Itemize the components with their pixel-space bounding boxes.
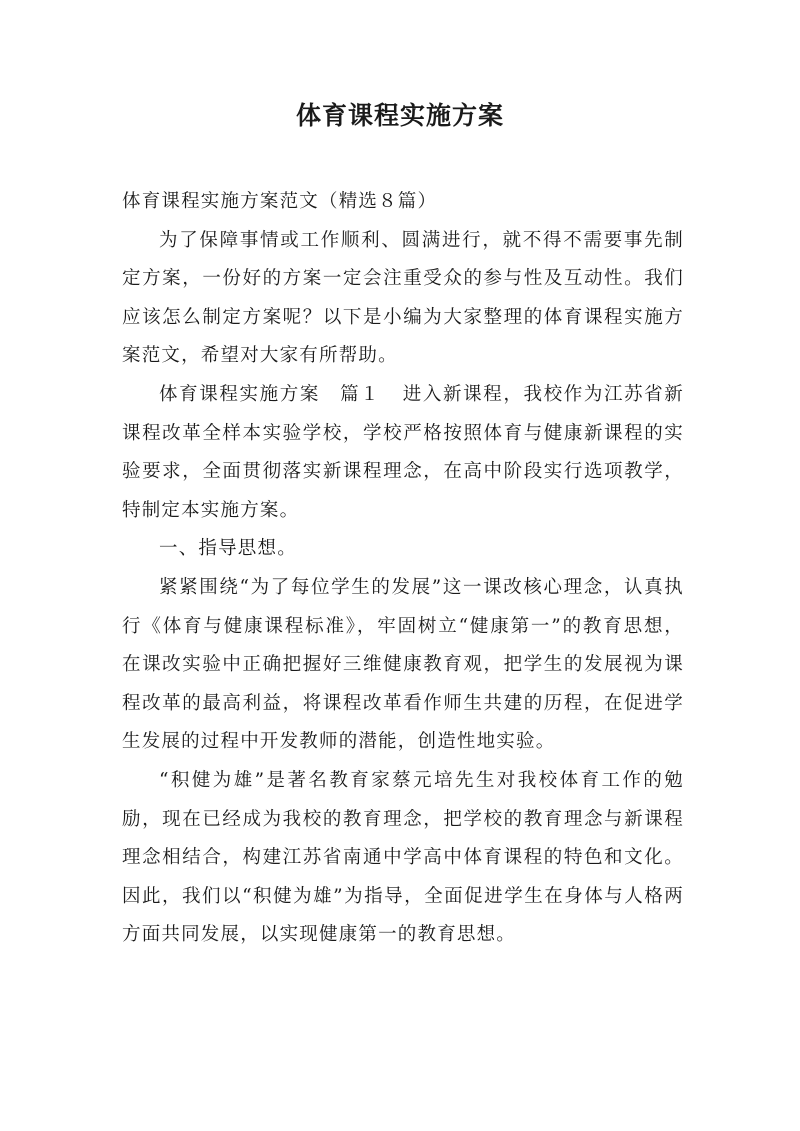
guiding-paragraph-1: 紧紧围绕“为了每位学生的发展”这一课改核心理念，认真执行《体育与健康课程标准》，牢固树立“健康第一”的教育思想，在课改实验中正确把握好三维健康教育观，把学生的发展视为课程改革的最高利益，将课程改革看作师生共建的历程，在促进学生发展的过程中开发教师的潜能，创造性地实验。	[122, 576, 684, 753]
piece-paragraph	[122, 376, 684, 530]
section-heading: 一、指导思想。	[159, 538, 297, 560]
document-body	[122, 183, 684, 955]
intro-paragraph: 为了保障事情或工作顺利、圆满进行，就不得不需要事先制定方案，一份好的方案一定会注重受众的参与性及互动性。我们应该怎么制定方案呢？以下是小编为大家整理的体育课程实施方案范文，希望对大家有所帮助。	[122, 229, 684, 367]
guiding-paragraph-2: “积健为雄”是著名教育家蔡元培先生对我校体育工作的勉励，现在已经成为我校的教育理念，把学校的教育理念与新课程理念相结合，构建江苏省南通中学高中体育课程的特色和文化。因此，我们以“积健为雄”为指导，全面促进学生在身体与人格两方面共同发展，以实现健康第一的教育思想。	[122, 769, 684, 946]
piece-text: 进入新课程，我校作为江苏省新课程改革全样本实验学校，学校严格按照体育与健康新课程的实验要求，全面贯彻落实新课程理念，在高中阶段实行选项教学，特制定本实施方案。	[122, 383, 685, 521]
piece-label: 体育课程实施方案 篇１	[159, 383, 381, 405]
page-title: 体育课程实施方案	[295, 101, 504, 130]
document-subtitle: 体育课程实施方案范文（精选８篇）	[122, 191, 438, 212]
